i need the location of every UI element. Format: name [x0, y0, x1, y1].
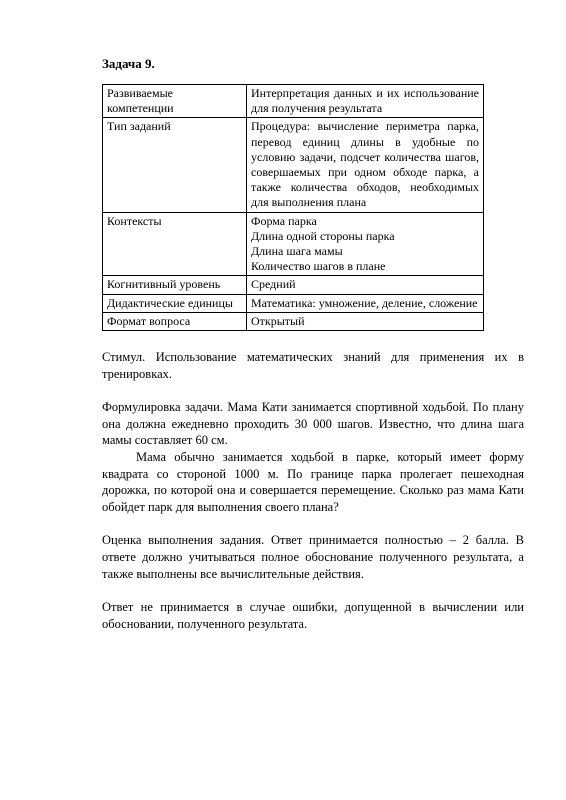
table-key-cell: Контексты — [103, 212, 247, 276]
task-paragraph-continued: Мама обычно занимается ходьбой в парке, который имеет форму квадрата со стороной 1000 м. По границе парка пролегает пешеходная дорожка, по которой она и совершается перемещение. Сколько раз мама Кати обойдет парк для выполнения своего плана? — [102, 450, 524, 514]
table-value-cell: Математика: умножение, деление, сложение — [247, 294, 484, 312]
table-value-cell: Интерпретация данных и их использование для получения результата — [247, 85, 484, 118]
table-value-cell: Средний — [247, 276, 484, 294]
evaluation-paragraph: Оценка выполнения задания. Ответ принимается полностью – 2 балла. В ответе должно учитываться полное обоснование полученного результата, а также выполнены все вычислительные действия. — [102, 533, 524, 581]
table-key-cell: Тип заданий — [103, 118, 247, 212]
competency-table — [102, 84, 484, 331]
table-value-cell — [247, 212, 484, 276]
rejection-paragraph: Ответ не принимается в случае ошибки, допущенной в вычислении или обосновании, полученного результата. — [102, 600, 524, 631]
context-line: Форма парка — [251, 213, 317, 228]
table-row — [103, 276, 484, 294]
table-key-cell: Развиваемые компетенции — [103, 85, 247, 118]
stimulus-paragraph: Стимул. Использование математических знаний для применения их в тренировках. — [102, 350, 524, 381]
table-row — [103, 212, 484, 276]
table-key-cell: Формат вопроса — [103, 312, 247, 330]
table-row — [103, 85, 484, 118]
table-row — [103, 312, 484, 330]
table-value-cell: Открытый — [247, 312, 484, 330]
table-key-cell: Когнитивный уровень — [103, 276, 247, 294]
context-line: Количество шагов в плане — [251, 259, 386, 274]
table-row — [103, 294, 484, 312]
table-value-cell: Процедура: вычисление периметра парка, перевод единиц длины в удобные по условию задачи, подсчет количества шагов, совершаемых при одном обходе парка, а также количества обходов, необходимых для выполнения плана — [247, 118, 484, 212]
task-paragraph: Формулировка задачи. Мама Кати занимается спортивной ходьбой. По плану она должна ежедневно проходить 30 000 шагов. Известно, что длина шага мамы составляет 60 см. — [102, 400, 524, 448]
table-key-cell: Дидактические единицы — [103, 294, 247, 312]
table-row — [103, 118, 484, 212]
document-page — [102, 56, 524, 632]
task-title: Задача 9. — [102, 56, 155, 71]
context-line: Длина шага мамы — [251, 244, 343, 259]
context-line: Длина одной стороны парка — [251, 228, 395, 243]
